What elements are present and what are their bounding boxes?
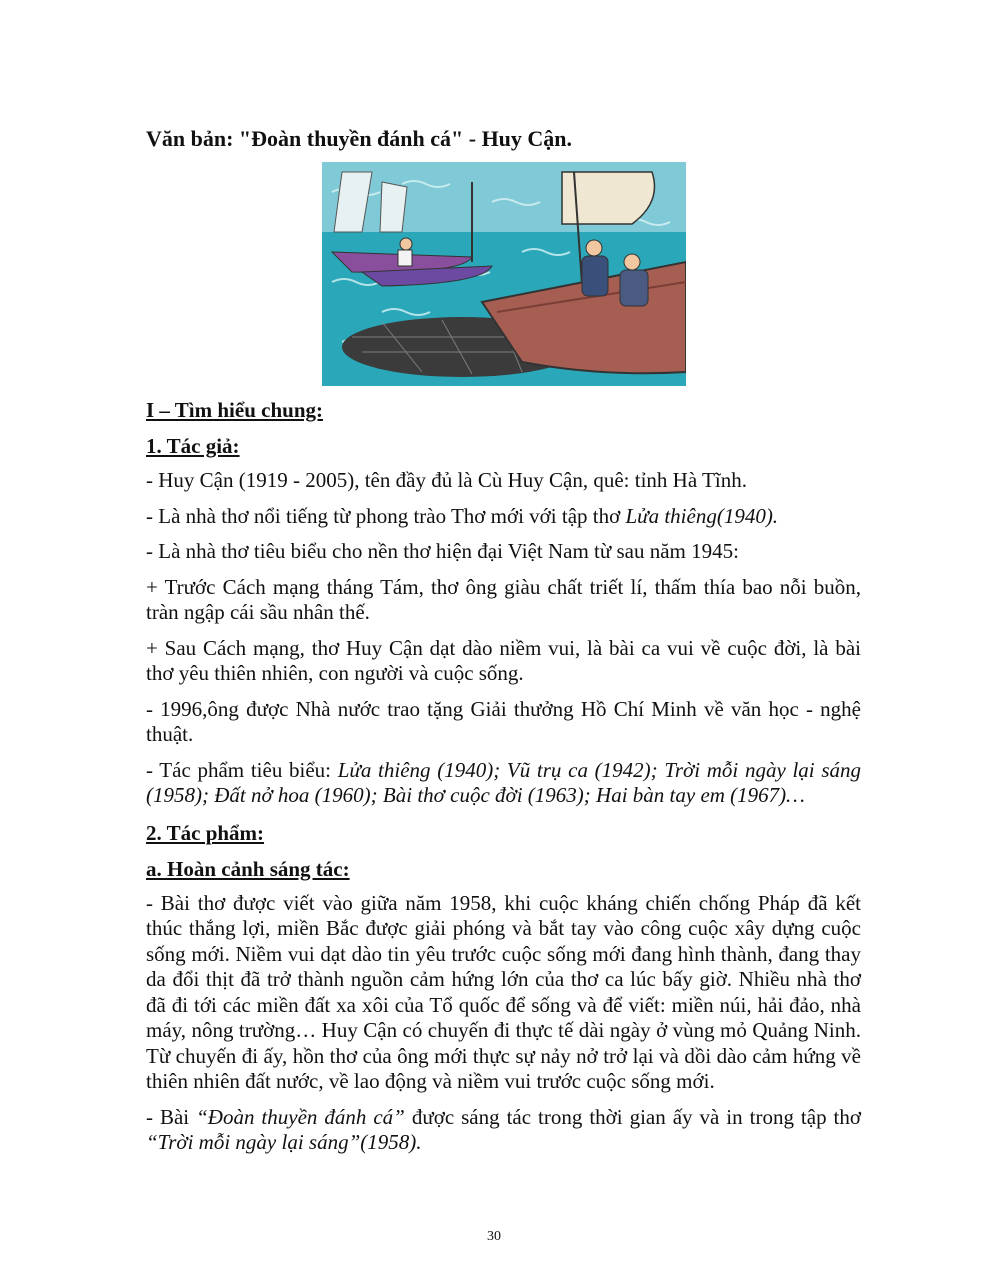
author-paragraph-award: - 1996,ông được Nhà nước trao tặng Giải thưởng Hồ Chí Minh về văn học - nghệ thuật. [146,696,861,746]
movement-collection: Lửa thiêng(1940). [625,503,779,528]
works-label: - Tác phẩm tiêu biểu: [146,757,338,782]
author-paragraph-movement [146,504,861,530]
composition-collection-title: “Trời mỗi ngày lại sáng”(1958). [146,1130,422,1154]
author-paragraph-bio: - Huy Cận (1919 - 2005), tên đầy đủ là Cù Huy Cận, quê: tỉnh Hà Tĩnh. [146,468,747,492]
subsection-heading-author: 1. Tác giả: [146,434,240,458]
movement-text: - Là nhà thơ nổi tiếng từ phong trào Thơ mới với tập thơ [146,503,626,528]
context-paragraph: - Bài thơ được viết vào giữa năm 1958, khi cuộc kháng chiến chống Pháp đã kết thúc thắng lợi, miền Bắc được giải phóng và bắt tay vào công cuộc xây dựng cuộc sống mới. Niềm vui dạt dào tin yêu trước cuộc sống mới đang hình thành, đang thay da đổi thịt đã trở thành nguồn cảm hứng lớn của thơ ca lúc bấy giờ. Nhiều nhà thơ đã đi tới các miền đất xa xôi của Tổ quốc để sống và để viết: miền núi, hải đảo, nhà máy, nông trường… Huy Cận có chuyến đi thực tế dài ngày ở vùng mỏ Quảng Ninh. Từ chuyến đi ấy, hồn thơ của ông mới thực sự nảy nở trở lại và dồi dào cảm hứng về thiên nhiên đất nước, về lao động và niềm vui trước cuộc sống mới. [146,890,861,1093]
composition-work-title: “Đoàn thuyền đánh cá” [196,1104,405,1129]
document-title: Văn bản: "Đoàn thuyền đánh cá" - Huy Cận. [146,126,573,151]
fishing-boats-drawing [322,162,686,386]
subsection-heading-context: a. Hoàn cảnh sáng tác: [146,856,350,881]
document-body [146,396,861,1166]
section-heading-overview: I – Tìm hiểu chung: [146,398,323,422]
author-paragraph-before-revolution: + Trước Cách mạng tháng Tám, thơ ông giàu chất triết lí, thấm thía bao nỗi buồn, tràn ngập cái sầu nhân thế. [146,574,861,624]
author-paragraph-after-revolution: + Sau Cách mạng, thơ Huy Cận dạt dào niềm vui, là bài ca vui về cuộc đời, là bài thơ yêu thiên nhiên, con người và cuộc sống. [146,635,861,685]
works-list: Lửa thiêng (1940); Vũ trụ ca (1942); Trời mỗi ngày lại sáng (1958); Đất nở hoa (1960); Bài thơ cuộc đời (1963); Hai bàn tay em (1967)… [146,757,861,807]
composition-middle: được sáng tác trong thời gian ấy và in trong tập thơ [404,1104,861,1129]
composition-prefix: - Bài [146,1104,197,1129]
subsection-heading-work: 2. Tác phẩm: [146,820,265,845]
fishing-boats-illustration [322,162,686,386]
author-paragraph-modern: - Là nhà thơ tiêu biểu cho nền thơ hiện đại Việt Nam từ sau năm 1945: [146,539,739,563]
composition-paragraph [146,1105,861,1156]
author-paragraph-works [146,758,861,809]
page-number: 30 [487,1229,501,1244]
